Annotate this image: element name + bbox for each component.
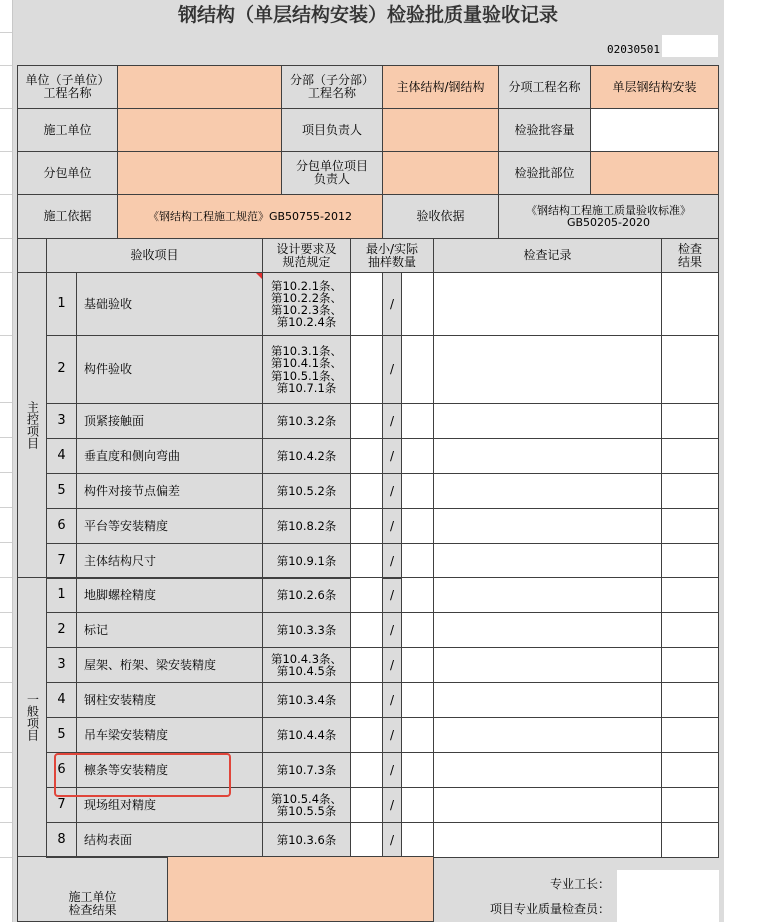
clause-ref: 第10.7.3条: [262, 752, 351, 788]
record-cell[interactable]: [433, 438, 662, 474]
row-number: 5: [46, 473, 77, 509]
unit-label: 单位（子单位） 工程名称: [17, 65, 118, 109]
result-cell[interactable]: [661, 508, 719, 544]
clause-ref: 第10.2.1条、 第10.2.2条、 第10.2.3条、 第10.2.4条: [262, 272, 351, 336]
min-sample-cell[interactable]: [350, 822, 383, 858]
column-result-header: 检查 结果: [661, 238, 719, 273]
general-group-label: 一般项目: [25, 693, 40, 741]
sub-pm-value-cell[interactable]: [382, 151, 499, 195]
result-cell[interactable]: [661, 822, 719, 858]
result-cell[interactable]: [661, 717, 719, 753]
actual-sample-cell[interactable]: [401, 752, 434, 788]
sample-slash: /: [382, 335, 402, 404]
record-cell[interactable]: [433, 612, 662, 648]
min-sample-cell[interactable]: [350, 272, 383, 336]
row-number: 4: [46, 682, 77, 718]
record-cell[interactable]: [433, 272, 662, 336]
clause-ref: 第10.8.2条: [262, 508, 351, 544]
actual-sample-cell[interactable]: [401, 577, 434, 613]
item-name: 构件验收: [76, 335, 263, 404]
row-number: 6: [46, 508, 77, 544]
clause-ref: 第10.4.4条: [262, 717, 351, 753]
row-gridline: [0, 647, 12, 648]
sample-slash: /: [382, 752, 402, 788]
column-record-header: 检查记录: [433, 238, 662, 273]
item-name: 平台等安装精度: [76, 508, 263, 544]
result-cell[interactable]: [661, 473, 719, 509]
clause-ref: 第10.3.3条: [262, 612, 351, 648]
item-name: 标记: [76, 612, 263, 648]
result-cell[interactable]: [661, 543, 719, 579]
clause-ref: 第10.3.1条、 第10.4.1条、 第10.5.1条、 第10.7.1条: [262, 335, 351, 404]
actual-sample-cell[interactable]: [401, 508, 434, 544]
result-cell[interactable]: [661, 577, 719, 613]
clause-ref: 第10.2.6条: [262, 577, 351, 613]
contractor-label: 施工单位: [17, 108, 118, 152]
sample-slash: /: [382, 787, 402, 823]
actual-sample-cell[interactable]: [401, 787, 434, 823]
right-margin: [724, 0, 766, 922]
item-name: 地脚螺栓精度: [76, 577, 263, 613]
footer-label-cell: [17, 856, 168, 922]
actual-sample-cell[interactable]: [401, 822, 434, 858]
subsection-value[interactable]: 主体结构/钢结构: [382, 65, 499, 109]
basis-label: 施工依据: [17, 194, 118, 239]
form-code: 02030501: [607, 43, 660, 56]
result-cell[interactable]: [661, 612, 719, 648]
sample-slash: /: [382, 403, 402, 439]
clause-ref: 第10.9.1条: [262, 543, 351, 579]
pm-value-cell[interactable]: [382, 108, 499, 152]
form-title: 钢结构（单层结构安装）检验批质量验收记录: [177, 4, 558, 26]
row-gridline: [0, 335, 12, 336]
result-cell[interactable]: [661, 787, 719, 823]
record-cell[interactable]: [433, 822, 662, 858]
row-gridline: [0, 151, 12, 152]
contractor-value-cell[interactable]: [117, 108, 282, 152]
result-cell[interactable]: [661, 682, 719, 718]
row-header-strip: [0, 0, 13, 922]
record-cell[interactable]: [433, 752, 662, 788]
sample-slash: /: [382, 577, 402, 613]
sub-pm-label: 分包单位项目 负责人: [281, 151, 383, 195]
clause-ref: 第10.5.4条、 第10.5.5条: [262, 787, 351, 823]
row-gridline: [0, 437, 12, 438]
row-gridline: [0, 32, 12, 33]
min-sample-cell[interactable]: [350, 543, 383, 579]
sample-slash: /: [382, 473, 402, 509]
result-cell[interactable]: [661, 438, 719, 474]
record-cell[interactable]: [433, 717, 662, 753]
clause-ref: 第10.3.6条: [262, 822, 351, 858]
subcontractor-label: 分包单位: [17, 151, 118, 195]
result-cell[interactable]: [661, 647, 719, 683]
sample-slash: /: [382, 647, 402, 683]
form-code-suffix-cell[interactable]: [662, 35, 718, 57]
item-name: 钢柱安装精度: [76, 682, 263, 718]
row-number: 2: [46, 612, 77, 648]
row-gridline: [0, 857, 12, 858]
subcontractor-value-cell[interactable]: [117, 151, 282, 195]
actual-sample-cell[interactable]: [401, 438, 434, 474]
result-cell[interactable]: [661, 403, 719, 439]
record-cell[interactable]: [433, 682, 662, 718]
item-value[interactable]: 单层钢结构安装: [590, 65, 719, 109]
result-label: 施工单位 检查结果: [68, 890, 117, 917]
batch-location-label: 检验批部位: [498, 151, 591, 195]
row-gridline: [0, 472, 12, 473]
actual-sample-cell[interactable]: [401, 647, 434, 683]
pm-label: 项目负责人: [281, 108, 383, 152]
row-gridline: [0, 682, 12, 683]
clause-ref: 第10.4.3条、 第10.4.5条: [262, 647, 351, 683]
row-gridline: [0, 822, 12, 823]
row-number: 3: [46, 403, 77, 439]
row-gridline: [0, 272, 12, 273]
item-name: 现场组对精度: [76, 787, 263, 823]
sample-slash: /: [382, 272, 402, 336]
column-item-header: 验收项目: [46, 238, 263, 273]
batch-location-value-cell[interactable]: [590, 151, 719, 195]
record-cell[interactable]: [433, 508, 662, 544]
row-gridline: [0, 402, 12, 403]
item-name: 顶紧接触面: [76, 403, 263, 439]
sample-slash: /: [382, 822, 402, 858]
item-name: 吊车梁安装精度: [76, 717, 263, 753]
min-sample-cell[interactable]: [350, 647, 383, 683]
row-number: 1: [46, 272, 77, 336]
min-sample-cell[interactable]: [350, 717, 383, 753]
sample-slash: /: [382, 508, 402, 544]
inspector-value-cell[interactable]: [617, 897, 719, 922]
record-cell[interactable]: [433, 577, 662, 613]
row-gridline: [0, 787, 12, 788]
actual-sample-cell[interactable]: [401, 612, 434, 648]
sample-slash: /: [382, 543, 402, 579]
record-cell[interactable]: [433, 787, 662, 823]
unit-value-cell[interactable]: [117, 65, 282, 109]
result-cell[interactable]: [661, 752, 719, 788]
actual-sample-cell[interactable]: [401, 543, 434, 579]
actual-sample-cell[interactable]: [401, 717, 434, 753]
clause-ref: 第10.3.2条: [262, 403, 351, 439]
actual-sample-cell[interactable]: [401, 335, 434, 404]
row-gridline: [0, 238, 12, 239]
min-sample-cell[interactable]: [350, 752, 383, 788]
inspector-label: 项目专业质量检查员：: [489, 902, 610, 917]
row-number: 1: [46, 577, 77, 613]
clause-ref: 第10.3.4条: [262, 682, 351, 718]
row-gridline: [0, 507, 12, 508]
foreman-label: 专业工长：: [549, 876, 610, 891]
min-sample-cell[interactable]: [350, 612, 383, 648]
batch-capacity-label: 检验批容量: [498, 108, 591, 152]
row-number: 8: [46, 822, 77, 858]
min-sample-cell[interactable]: [350, 577, 383, 613]
acceptance-basis-value[interactable]: 《钢结构工程施工质量验收标准》 GB50205-2020: [498, 194, 719, 239]
item-name: 构件对接节点偏差: [76, 473, 263, 509]
record-cell[interactable]: [433, 473, 662, 509]
item-name: 屋架、桁架、梁安装精度: [76, 647, 263, 683]
batch-capacity-value-cell[interactable]: [590, 108, 719, 152]
actual-sample-cell[interactable]: [401, 272, 434, 336]
record-cell[interactable]: [433, 647, 662, 683]
item-label: 分项工程名称: [498, 65, 591, 109]
foreman-value-cell[interactable]: [617, 870, 719, 898]
actual-sample-cell[interactable]: [401, 473, 434, 509]
item-name: 主体结构尺寸: [76, 543, 263, 579]
comment-indicator-icon[interactable]: [256, 273, 262, 279]
row-number: 5: [46, 717, 77, 753]
row-gridline: [0, 194, 12, 195]
sample-slash: /: [382, 612, 402, 648]
highlight-box: [54, 753, 231, 797]
min-sample-cell[interactable]: [350, 335, 383, 404]
row-number: 7: [46, 787, 77, 823]
row-number: 7: [46, 543, 77, 579]
clause-ref: 第10.5.2条: [262, 473, 351, 509]
min-sample-cell[interactable]: [350, 508, 383, 544]
result-cell[interactable]: [661, 335, 719, 404]
acceptance-basis-label: 验收依据: [382, 194, 499, 239]
basis-value[interactable]: 《钢结构工程施工规范》GB50755-2012: [117, 194, 383, 239]
main-control-group: [17, 272, 47, 578]
column-design-header: 设计要求及 规范规定: [262, 238, 351, 273]
row-gridline: [0, 752, 12, 753]
min-sample-cell[interactable]: [350, 682, 383, 718]
group-column-header: [17, 238, 47, 273]
row-gridline: [0, 542, 12, 543]
min-sample-cell[interactable]: [350, 403, 383, 439]
sample-slash: /: [382, 438, 402, 474]
clause-ref: 第10.4.2条: [262, 438, 351, 474]
column-sample-header: 最小/实际 抽样数量: [350, 238, 434, 273]
item-name: 结构表面: [76, 822, 263, 858]
row-gridline: [0, 108, 12, 109]
sample-slash: /: [382, 717, 402, 753]
row-gridline: [0, 577, 12, 578]
record-cell[interactable]: [433, 403, 662, 439]
footer-peach-cell[interactable]: [167, 856, 434, 922]
row-number: 6: [46, 752, 77, 788]
min-sample-cell[interactable]: [350, 787, 383, 823]
row-gridline: [0, 65, 12, 66]
item-name: 檩条等安装精度: [76, 752, 263, 788]
subsection-label: 分部（子分部） 工程名称: [281, 65, 383, 109]
record-cell[interactable]: [433, 335, 662, 404]
general-group: [17, 577, 47, 857]
sample-slash: /: [382, 682, 402, 718]
main-group-label: 主控项目: [25, 401, 40, 449]
row-number: 3: [46, 647, 77, 683]
actual-sample-cell[interactable]: [401, 682, 434, 718]
row-number: 2: [46, 335, 77, 404]
row-number: 4: [46, 438, 77, 474]
actual-sample-cell[interactable]: [401, 403, 434, 439]
row-gridline: [0, 717, 12, 718]
min-sample-cell[interactable]: [350, 473, 383, 509]
item-name: 垂直度和侧向弯曲: [76, 438, 263, 474]
row-gridline: [0, 612, 12, 613]
min-sample-cell[interactable]: [350, 438, 383, 474]
result-cell[interactable]: [661, 272, 719, 336]
record-cell[interactable]: [433, 543, 662, 579]
item-name: 基础验收: [76, 272, 263, 336]
